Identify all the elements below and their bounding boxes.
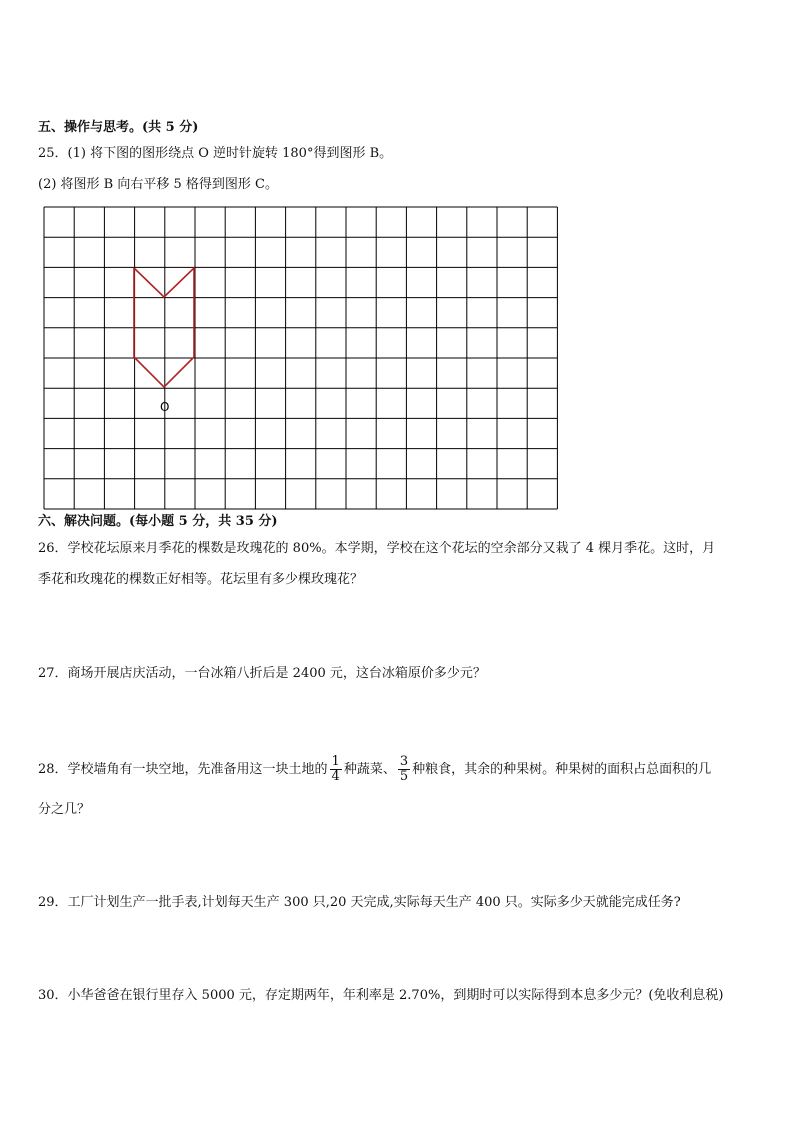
grid-lines [44, 207, 557, 509]
q28-text-post: 种粮食，其余的种果树。种果树的面积占总面积的几 [412, 762, 712, 777]
question-25-part1: 25．(1) 将下图的图形绕点 O 逆时针旋转 180°得到图形 B。 [38, 146, 393, 161]
fraction-denominator: 4 [331, 769, 340, 784]
question-30: 30．小华爸爸在银行里存入 5000 元，存定期两年，年利率是 2.70%，到期时可以实际得到本息多少元？(免收利息税) [38, 988, 724, 1003]
question-28-line1 [38, 755, 711, 784]
section6-heading: 六、解决问题。(每小题 5 分，共 35 分) [38, 514, 278, 529]
question-26-line1: 26．学校花坛原来月季花的棵数是玫瑰花的 80%。本学期，学校在这个花坛的空余部分又栽了 4 棵月季花。这时，月 [38, 541, 716, 556]
fraction-three-fifths [398, 755, 410, 784]
question-27: 27．商场开展店庆活动，一台冰箱八折后是 2400 元，这台冰箱原价多少元？ [38, 666, 486, 681]
q28-text-mid: 种蔬菜、 [343, 762, 396, 777]
fraction-denominator: 5 [399, 769, 409, 784]
question-29: 29．工厂计划生产一批手表,计划每天生产 300 只,20 天完成,实际每天生产 400 只。实际多少天就能完成任务? [38, 895, 681, 910]
question-25-part2: (2) 将图形 B 向右平移 5 格得到图形 C。 [38, 177, 278, 192]
question-28-line2: 分之几？ [38, 802, 91, 817]
fraction-one-quarter [330, 755, 342, 784]
fraction-numerator: 1 [331, 754, 340, 769]
fraction-numerator: 3 [399, 754, 409, 769]
section5-heading: 五、操作与思考。(共 5 分) [38, 120, 199, 135]
point-o-label: O [160, 400, 170, 414]
question-26-line2: 季花和玫瑰花的棵数正好相等。花坛里有多少棵玫瑰花？ [38, 572, 364, 587]
q28-text-pre: 28．学校墙角有一块空地，先准备用这一块土地的 [38, 762, 328, 777]
